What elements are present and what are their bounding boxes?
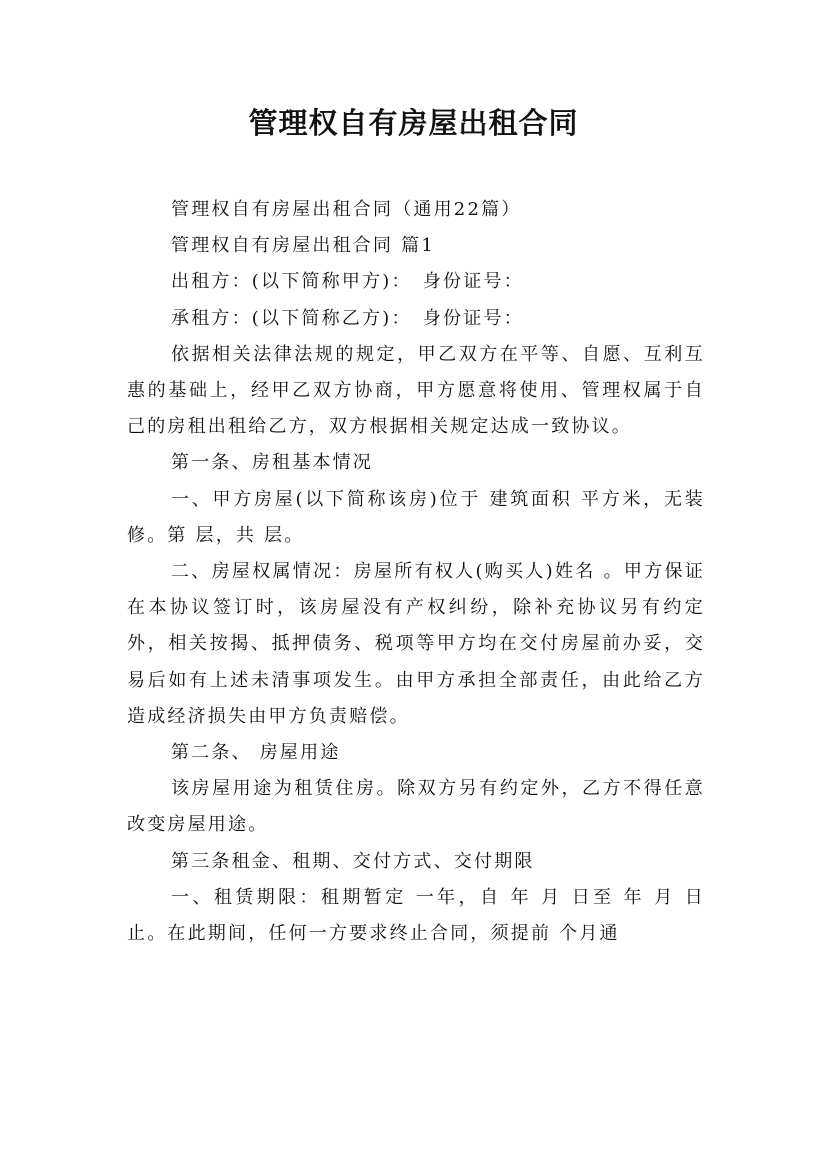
paragraph-article-1-heading: 第一条、房租基本情况 bbox=[171, 452, 373, 474]
paragraph-preamble: 依据相关法律法规的规定，甲乙双方在平等、自愿、互利互惠的基础上，经甲乙双方协商，甲方愿意将使用、管理权属于自己的房租出租给乙方，双方根据相关规定达成一致协议。 bbox=[127, 343, 705, 438]
paragraph-article-3-item-1: 一、租赁期限：租期暂定 一年，自 年 月 日至 年 月 日止。在此期间，任何一方要求终止合同，须提前 个月通 bbox=[127, 886, 705, 945]
paragraph-lessee: 承租方：(以下简称乙方)： 身份证号： bbox=[171, 307, 524, 329]
document-title: 管理权自有房屋出租合同 bbox=[248, 106, 579, 140]
paragraph-article-2-body: 该房屋用途为租赁住房。除双方另有约定外，乙方不得任意改变房屋用途。 bbox=[127, 778, 705, 836]
paragraph-article-1-item-2: 二、房屋权属情况：房屋所有权人(购买人)姓名 。甲方保证在本协议签订时，该房屋没有产权纠纷，除补充协议另有约定外，相关按揭、抵押债务、税项等甲方均在交付房屋前办妥，交易后如有上述未清事项发生。由甲方承担全部责任，由此给乙方造成经济损失由甲方负责赔偿。 bbox=[127, 561, 705, 727]
paragraph-section-heading: 管理权自有房屋出租合同 篇1 bbox=[171, 235, 435, 257]
paragraph-article-2-heading: 第二条、 房屋用途 bbox=[171, 742, 341, 764]
paragraph-subtitle: 管理权自有房屋出租合同（通用22篇） bbox=[171, 199, 522, 220]
paragraph-article-1-item-1: 一、甲方房屋(以下简称该房)位于 建筑面积 平方米，无装修。第 层，共 层。 bbox=[127, 488, 705, 546]
paragraph-lessor: 出租方：(以下简称甲方)： 身份证号： bbox=[171, 271, 524, 293]
paragraph-article-3-heading: 第三条租金、租期、交付方式、交付期限 bbox=[171, 850, 535, 872]
document-body bbox=[127, 192, 705, 952]
